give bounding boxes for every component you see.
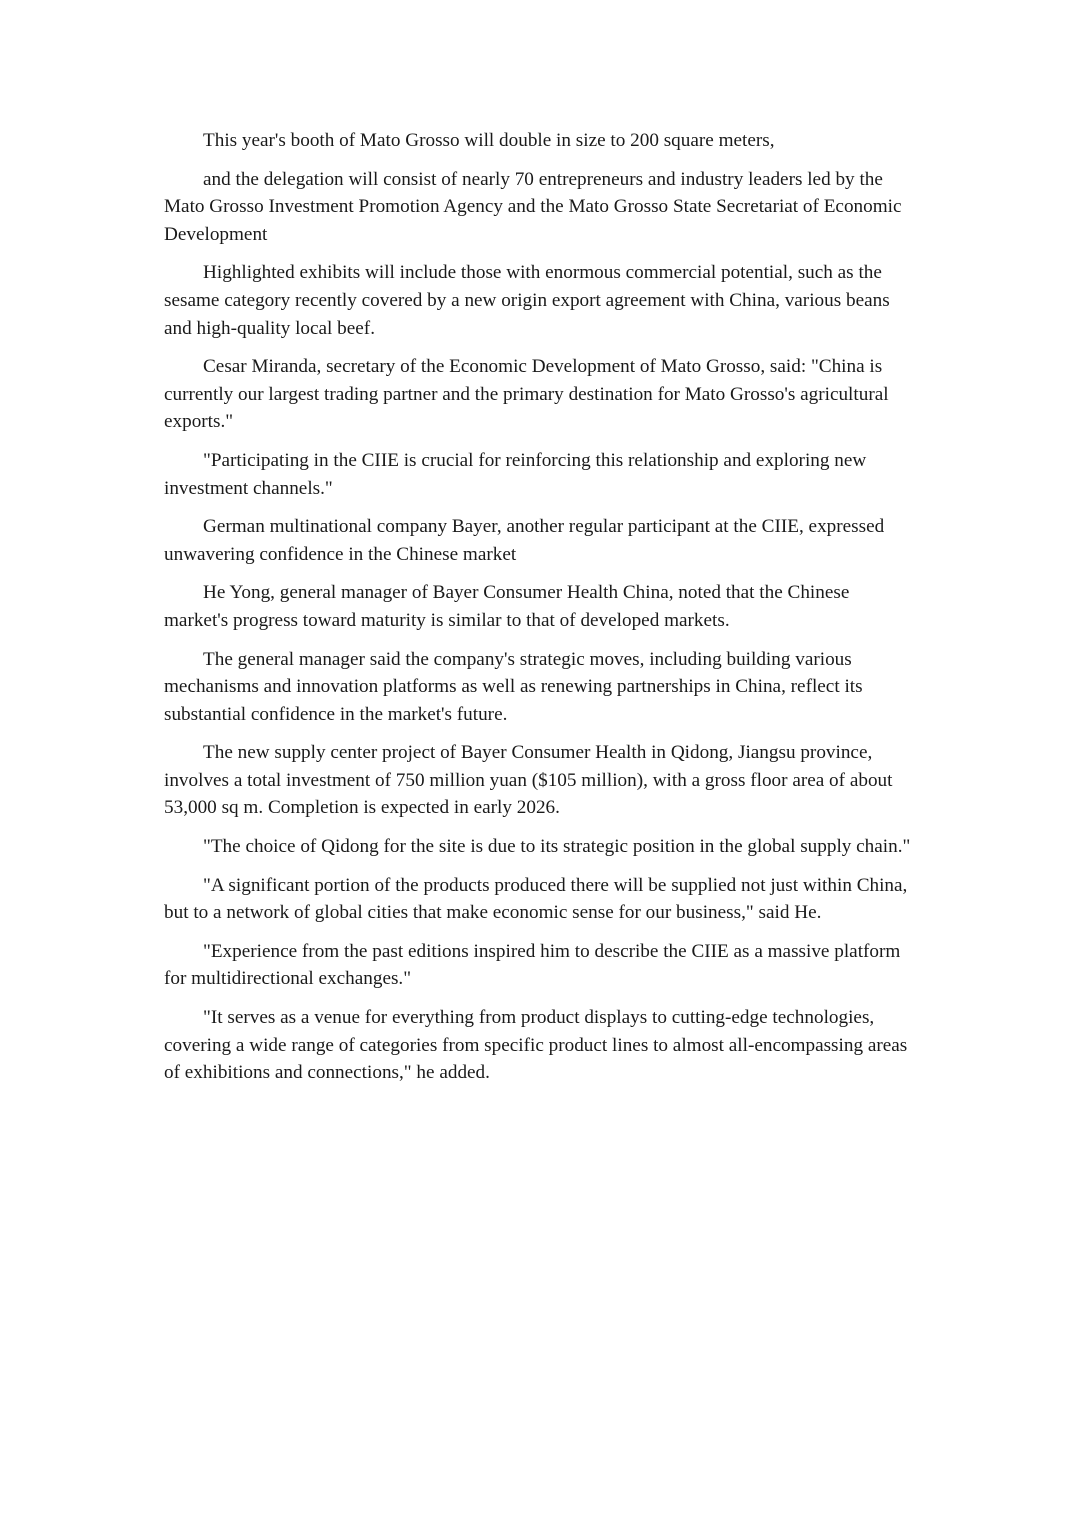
paragraph: The general manager said the company's strategic moves, including building various mechanisms and innovation platforms as well as renewing partnerships in China, reflect its substantial confidence in the market's future.	[164, 648, 863, 725]
paragraph: German multinational company Bayer, another regular participant at the CIIE, expressed unwavering confidence in the Chinese market	[164, 516, 885, 565]
paragraph: This year's booth of Mato Grosso will double in size to 200 square meters,	[203, 130, 775, 151]
paragraph: Highlighted exhibits will include those with enormous commercial potential, such as the sesame category recently covered by a new origin export agreement with China, various beans and high-quality local beef.	[164, 262, 890, 339]
paragraph: "Participating in the CIIE is crucial for reinforcing this relationship and exploring new investment channels."	[164, 449, 867, 499]
paragraph: He Yong, general manager of Bayer Consumer Health China, noted that the Chinese market's progress toward maturity is similar to that of developed markets.	[164, 582, 850, 631]
paragraph: "The choice of Qidong for the site is due to its strategic position in the global supply chain."	[203, 836, 911, 858]
paragraph: "Experience from the past editions inspired him to describe the CIIE as a massive platform for multidirectional exchanges."	[164, 940, 901, 990]
paragraph: "It serves as a venue for everything from product displays to cutting-edge technologies, covering a wide range of categories from specific product lines to almost all-encompassing areas of exhibitions and connections," he added.	[164, 1007, 908, 1084]
article-body	[164, 127, 916, 1098]
paragraph: Cesar Miranda, secretary of the Economic Development of Mato Grosso, said: "China is currently our largest trading partner and the primary destination for Mato Grosso's agricultural exports."	[164, 356, 889, 433]
paragraph: and the delegation will consist of nearly 70 entrepreneurs and industry leaders led by the Mato Grosso Investment Promotion Agency and the Mato Grosso State Secretariat of Economic Development	[164, 168, 902, 245]
paragraph: The new supply center project of Bayer Consumer Health in Qidong, Jiangsu province, involves a total investment of 750 million yuan ($105 million), with a gross floor area of about 53,000 sq m. Completion is expected in early 2026.	[164, 742, 893, 819]
paragraph: "A significant portion of the products produced there will be supplied not just within China, but to a network of global cities that make economic sense for our business," said He.	[164, 874, 908, 924]
